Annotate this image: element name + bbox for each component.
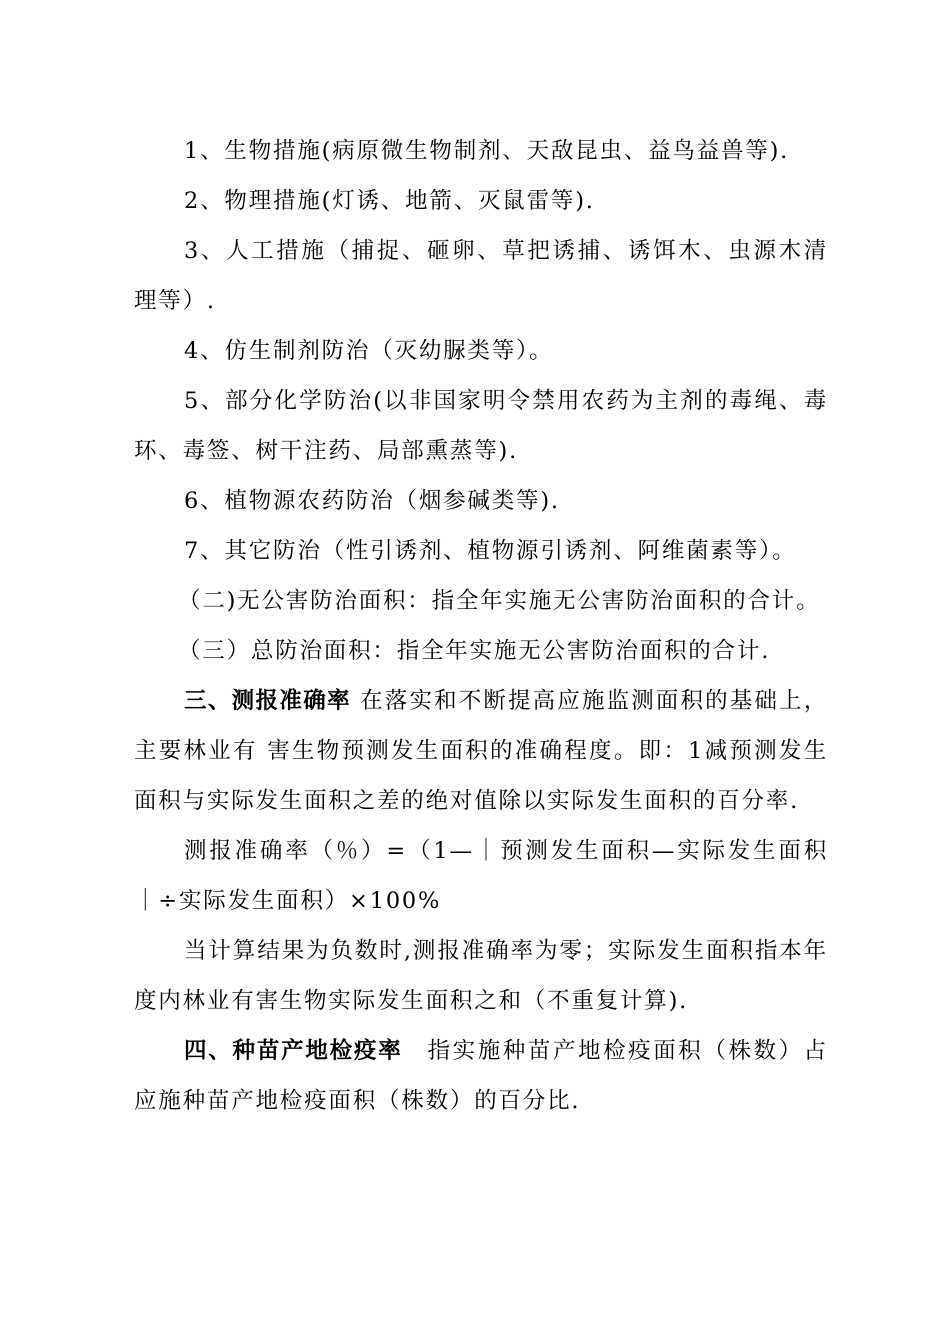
paragraph-bionic-agents: 4、仿生制剂防治（灭幼脲类等）。 bbox=[184, 338, 554, 364]
section-heading-seedling-quarantine: 四、种苗产地检疫率 bbox=[184, 1038, 403, 1064]
paragraph-other-control: 7、其它防治（性引诱剂、植物源引诱剂、阿维菌素等）。 bbox=[184, 538, 797, 564]
paragraph-biological-measures: 1、生物措施(病原微生物制剂、天敌昆虫、益鸟益兽等). bbox=[184, 138, 790, 164]
paragraph-seedling-quarantine bbox=[134, 1026, 828, 1126]
paragraph-forecast-formula: 测报准确率（％）=（1—｜预测发生面积—实际发生面积｜÷实际发生面积）×100% bbox=[134, 838, 828, 914]
document-body bbox=[134, 126, 828, 1126]
paragraph-physical-measures: 2、物理措施(灯诱、地箭、灭鼠雷等). bbox=[184, 188, 595, 214]
paragraph-botanical-pesticides: 6、植物源农药防治（烟参碱类等). bbox=[184, 488, 560, 514]
paragraph-negative-result-note: 当计算结果为负数时,测报准确率为零；实际发生面积指本年度内林业有害生物实际发生面积之和（不重复计算). bbox=[134, 938, 828, 1014]
section-heading-forecast-accuracy: 三、测报准确率 bbox=[184, 688, 351, 714]
paragraph-forecast-accuracy bbox=[134, 676, 828, 826]
forecast-accuracy-text: 在落实和不断提高应施监测面积的基础上，主要林业有 害生物预测发生面积的准确程度。即：1减预测发生面积与实际发生面积之差的绝对值除以实际发生面积的百分率. bbox=[134, 688, 828, 814]
paragraph-total-control-area: （三）总防治面积：指全年实施无公害防治面积的合计. bbox=[178, 638, 771, 664]
paragraph-manual-measures: 3、人工措施（捕捉、砸卵、草把诱捕、诱饵木、虫源木清理等）. bbox=[134, 238, 828, 314]
seedling-quarantine-text: 指实施种苗产地检疫面积（株数）占应施种苗产地检疫面积（株数）的百分比. bbox=[134, 1038, 828, 1114]
paragraph-partial-chemical: 5、部分化学防治(以非国家明令禁用农药为主剂的毒绳、毒环、毒签、树干注药、局部熏蒸等). bbox=[134, 388, 828, 464]
paragraph-pollution-free-area: （二)无公害防治面积：指全年实施无公害防治面积的合计。 bbox=[178, 588, 821, 614]
